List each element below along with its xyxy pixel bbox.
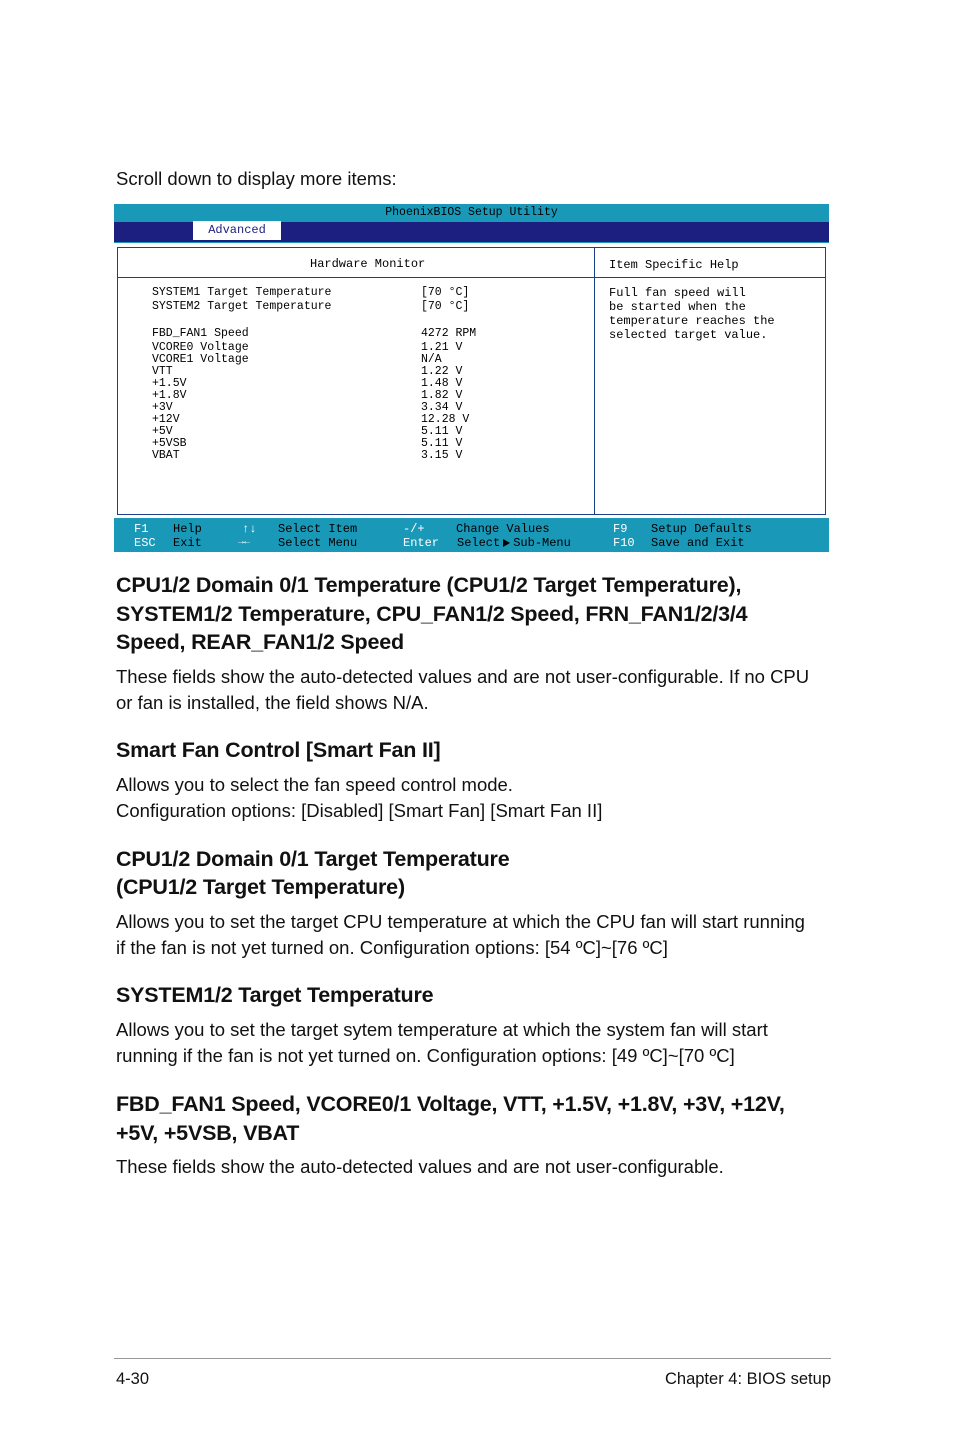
key-change-values-label: Change Values	[456, 522, 550, 536]
monitor-row-label: +1.5V	[152, 377, 187, 390]
key-exit-label: Exit	[173, 536, 202, 550]
key-save-exit-label: Save and Exit	[651, 536, 745, 550]
key-select-label: Select	[457, 536, 501, 550]
setting-system1-target-label[interactable]: SYSTEM1 Target Temperature	[152, 286, 332, 299]
monitor-row-value: 1.21 V	[421, 341, 463, 354]
para-cpu-target-temp: Allows you to set the target CPU temperature at which the CPU fan will start running if the fan is not yet turned on. Configuration options: [54 ºC]~[76 ºC]	[116, 911, 805, 958]
monitor-row-label: +5VSB	[152, 437, 187, 450]
key-f1: F1	[134, 522, 149, 536]
triangle-right-icon	[503, 539, 510, 547]
key-setup-defaults-label: Setup Defaults	[651, 522, 752, 536]
key-enter: Enter	[403, 536, 440, 550]
monitor-row-label: VBAT	[152, 449, 180, 462]
bios-screenshot	[114, 204, 829, 552]
monitor-row-value: 1.82 V	[421, 389, 463, 402]
help-line: temperature reaches the	[609, 314, 775, 328]
intro-text: Scroll down to display more items:	[116, 168, 397, 189]
monitor-row-value: 1.48 V	[421, 377, 463, 390]
monitor-row-label: VCORE1 Voltage	[152, 353, 249, 366]
heading-fan-voltages: FBD_FAN1 Speed, VCORE0/1 Voltage, VTT, +1.5V, +1.8V, +3V, +12V, +5V, +5VSB, VBAT	[116, 1092, 785, 1145]
monitor-row-value: 3.34 V	[421, 401, 463, 414]
arrow-updown-icon: ↑↓	[242, 522, 257, 536]
monitor-row-value: 5.11 V	[421, 437, 463, 450]
arrow-leftright-icon: →←	[238, 537, 251, 548]
monitor-row-value: N/A	[421, 353, 442, 366]
setting-system2-target-value[interactable]: [70 °C]	[421, 300, 470, 313]
bios-menu-bar	[114, 221, 829, 243]
monitor-row-label: +5V	[152, 425, 173, 438]
footer-divider	[114, 1358, 831, 1359]
key-f10: F10	[613, 536, 635, 550]
monitor-row-label: +1.8V	[152, 389, 187, 402]
monitor-row-value: 5.11 V	[421, 425, 463, 438]
heading-cpu-target-temp: CPU1/2 Domain 0/1 Target Temperature	[116, 847, 510, 871]
panel-title: Hardware Monitor	[310, 257, 426, 271]
help-line: be started when the	[609, 300, 746, 314]
tab-advanced[interactable]: Advanced	[193, 221, 281, 240]
page-number: 4-30	[116, 1370, 150, 1388]
key-select-item-label: Select Item	[278, 522, 358, 536]
help-line: selected target value.	[609, 328, 768, 342]
para-system-target-temp: Allows you to set the target sytem temperature at which the system fan will start running if the fan is not yet turned on. Configuration options: [49 ºC]~[70 ºC]	[116, 1019, 768, 1066]
key-select-submenu-label	[457, 536, 571, 550]
monitor-row-value: 1.22 V	[421, 365, 463, 378]
monitor-row-label: FBD_FAN1 Speed	[152, 327, 249, 340]
setting-system1-target-value[interactable]: [70 °C]	[421, 286, 470, 299]
bios-key-legend	[114, 518, 829, 552]
monitor-row-value: 12.28 V	[421, 413, 470, 426]
bios-title: PhoenixBIOS Setup Utility	[114, 204, 829, 221]
para-smart-fan-options: Configuration options: [Disabled] [Smart Fan] [Smart Fan II]	[116, 800, 603, 821]
monitor-row-label: +3V	[152, 401, 173, 414]
heading-cpu-target-temp-sub: (CPU1/2 Target Temperature)	[116, 875, 405, 899]
help-line: Full fan speed will	[609, 286, 746, 300]
monitor-row-label: +12V	[152, 413, 180, 426]
monitor-row-value: 3.15 V	[421, 449, 463, 462]
key-help-label: Help	[173, 522, 202, 536]
monitor-row-value: 4272 RPM	[421, 327, 477, 340]
heading-smart-fan-control: Smart Fan Control [Smart Fan II]	[116, 738, 441, 762]
hardware-monitor-panel	[117, 247, 826, 515]
key-select-menu-label: Select Menu	[278, 536, 358, 550]
para-fan-voltages: These fields show the auto-detected values and are not user-configurable.	[116, 1156, 724, 1177]
help-text	[609, 286, 775, 342]
chapter-label: Chapter 4: BIOS setup	[664, 1370, 831, 1388]
monitor-row-label: VTT	[152, 365, 173, 378]
key-f9: F9	[613, 522, 628, 536]
key-esc: ESC	[134, 536, 156, 550]
setting-system2-target-label[interactable]: SYSTEM2 Target Temperature	[152, 300, 332, 313]
key-plusminus: -/+	[403, 522, 425, 536]
para-smart-fan-desc: Allows you to select the fan speed control mode.	[116, 774, 513, 795]
heading-system-target-temp: SYSTEM1/2 Target Temperature	[116, 983, 434, 1007]
monitor-row-label: VCORE0 Voltage	[152, 341, 249, 354]
help-title: Item Specific Help	[609, 258, 739, 272]
para-auto-detected: These fields show the auto-detected values and are not user-configurable. If no CPU or fan is installed, the field shows N/A.	[116, 666, 810, 713]
key-submenu-label: Sub-Menu	[513, 536, 571, 550]
heading-cpu-system-temps: CPU1/2 Domain 0/1 Temperature (CPU1/2 Target Temperature), SYSTEM1/2 Temperature, CPU_FAN1/2 Speed, FRN_FAN1/2/3/4 Speed, REAR_FAN1/2 Speed	[116, 573, 748, 654]
